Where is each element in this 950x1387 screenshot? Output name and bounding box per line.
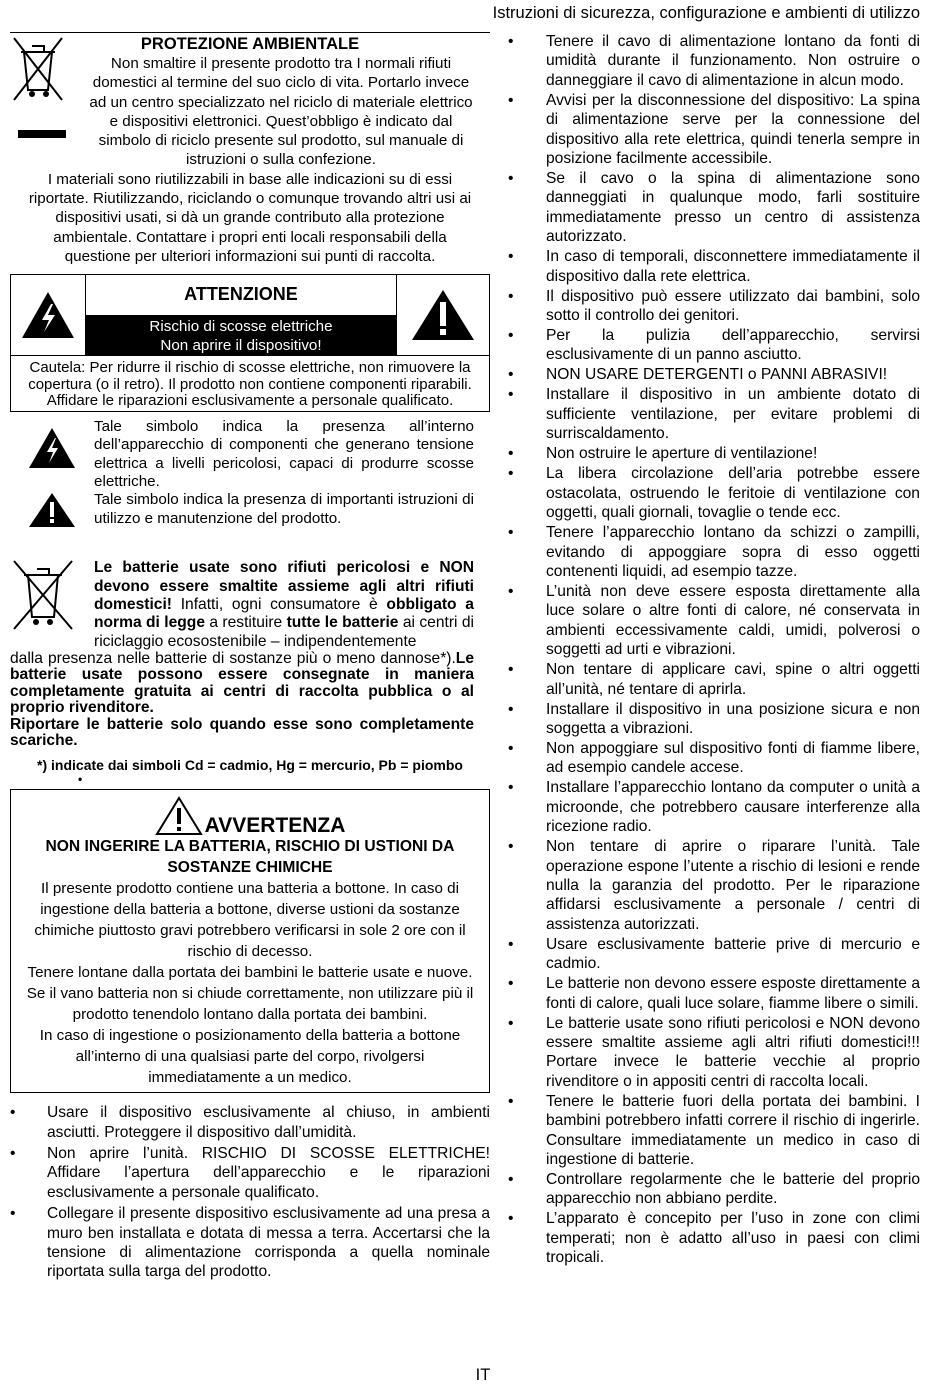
bullet: • (508, 779, 514, 797)
list-item-text: Usare esclusivamente batterie prive di mercurio e cadmio. (546, 935, 920, 973)
attention-line-1: Rischio di scosse elettriche (149, 318, 333, 336)
bullet: • (10, 1104, 16, 1122)
list-item-text: Controllare regolarmente che le batterie del proprio apparecchio non abbiano perdite. (546, 1171, 920, 1208)
list-item (508, 32, 920, 90)
bullet: • (508, 1014, 514, 1032)
bullet: • (508, 739, 514, 757)
list-item (508, 582, 920, 660)
list-item (508, 778, 920, 836)
lightning-warning-icon (27, 426, 77, 470)
env-line: domestici al termine del suo ciclo di vita. Portarlo invece (92, 74, 470, 92)
exclamation-warning-icon (396, 275, 489, 355)
battery-text: a restituire (205, 614, 287, 632)
bullet: • (508, 386, 514, 404)
list-item-text: Installare il dispositivo in una posizione sicura e non soggetta a vibrazioni. (546, 700, 920, 737)
list-item (508, 660, 920, 699)
crossed-bin-icon (12, 34, 64, 104)
list-item-text: Il dispositivo può essere utilizzato dai bambini, solo sotto il controllo dei genitori. (546, 287, 920, 325)
list-item (508, 523, 920, 581)
warning-subtitle: NON INGERIRE LA BATTERIA, RISCHIO DI USTIONI DA SOSTANZE CHIMICHE (45, 838, 455, 877)
bullet: • (508, 838, 514, 856)
battery-obligation: obbligato a norma di legge (94, 595, 474, 632)
left-column (10, 32, 490, 1284)
caution-text: Cautela: Per ridurre il rischio di scosse elettriche, non rimuovere la copertura (o il retro). Il prodotto non contiene componenti riparabili. Affidare le riparazioni esclusivamente a personale qualificato. (28, 359, 472, 409)
bullet: • (10, 1205, 16, 1223)
bolt-symbol-text: Tale simbolo indica la presenza all’interno dell’apparecchio di componenti che generano tensione elettrica a livelli pericolosi, capaci di produrre scosse elettriche. (94, 418, 474, 491)
list-item-text: Collegare il presente dispositivo esclusivamente ad una presa a muro ben installata e dotata di messa a terra. Accertarsi che la tensione di alimentazione corrisponda a quella nominale riportata sulla targa del prodotto. (47, 1205, 490, 1281)
bolt-symbol-row (10, 418, 490, 491)
attention-line-2: Non aprire il dispositivo! (160, 337, 322, 355)
environment-title: PROTEZIONE AMBIENTALE (10, 32, 490, 54)
list-item (508, 464, 920, 522)
right-column (508, 32, 920, 1268)
environment-section (10, 32, 490, 266)
env-line: e dispositivi elettronici. Quest’obbligo è indicato dal (109, 112, 453, 130)
battery-text: dalla presenza nelle batterie di sostanze più o meno dannose*). (10, 649, 456, 667)
list-item (508, 247, 920, 286)
page-footer: IT (475, 1365, 491, 1384)
bullet: • (508, 661, 514, 679)
battery-paragraph (94, 559, 490, 650)
list-item-text: Non ostruire le aperture di ventilazione! (546, 445, 818, 463)
env-line: Non smaltire il presente prodotto tra I normali rifiuti (110, 55, 452, 72)
env-line: dispositivi usati, si dà un grande contributo alla protezione (55, 209, 445, 227)
list-item-text: La libera circolazione dell’aria potrebbe essere ostacolata, ostruendo le feritoie di ventilazione con oggetti, quali giornali, tovaglie o tende ecc. (546, 465, 920, 522)
lightning-warning-icon (11, 275, 86, 355)
right-bullet-list (508, 32, 920, 1268)
list-item-text: Non appoggiare sul dispositivo fonti di fiamme libere, ad esempio candele accese. (546, 739, 920, 777)
battery-warning-bold: Le batterie usate sono rifiuti pericolosi e NON devono essere smaltite assieme agli altri rifiuti domestici! (94, 559, 474, 613)
bullet: • (508, 700, 514, 718)
bullet: • (508, 1210, 514, 1228)
warning-box (10, 789, 490, 1093)
warning-paragraph: Tenere lontane dalla portata dei bambini le batterie usate e nuove. Se il vano batteria non si chiude correttamente, non utilizzare più il prodotto tenendolo lontano dalla portata dei bambini. (26, 964, 474, 1024)
list-item (508, 1170, 920, 1209)
battery-paragraph-2 (10, 651, 490, 717)
list-item-text: Per la pulizia dell’apparecchio, servirsi esclusivamente di un panno asciutto. (546, 327, 920, 364)
battery-collection-bold: Le batterie usate possono essere consegnate in maniera completamente gratuita ai centri di raccolta pubblica o al proprio rivenditore. (10, 649, 474, 717)
stray-bullet: • (78, 772, 83, 787)
list-item (508, 1092, 920, 1170)
bullet: • (508, 91, 514, 109)
bullet: • (508, 1092, 514, 1110)
list-item-text: In caso di temporali, disconnettere immediatamente il dispositivo dalla rete elettrica. (546, 248, 920, 285)
list-item (508, 837, 920, 934)
list-item-text: Avvisi per la disconnessione del dispositivo: La spina di alimentazione serve per la connessione del dispositivo alla rete elettrica, quindi tenerla sempre in posizione facilmente accessibile. (546, 91, 920, 168)
list-item-text: Installare l’apparecchio lontano da computer o unità a microonde, che potrebbero causare interferenze alla ricezione radio. (546, 779, 920, 836)
attention-title: ATTENZIONE (184, 284, 298, 305)
battery-footnote: *) indicate dai simboli Cd = cadmio, Hg = mercurio, Pb = piombo (37, 756, 463, 773)
bullet: • (508, 935, 514, 953)
bullet: • (508, 170, 514, 188)
env-line: questione per ulteriori informazioni sui punti di raccolta. (64, 247, 436, 265)
warning-paragraph: Il presente prodotto contiene una batteria a bottone. In caso di ingestione della batteria a bottone, diverse ustioni da sostanze chimiche piuttosto gravi potrebbero verificarsi in sole 2 ore con il rischio di decesso. (34, 880, 466, 961)
env-line: istruzioni o sulla confezione. (186, 151, 376, 169)
list-item-text: Non tentare di applicare cavi, spine o altri oggetti all’unità, né tentare di aprirla. (546, 661, 920, 698)
list-item-text: Le batterie usate sono rifiuti pericolosi e NON devono essere smaltite assieme agli altri rifiuti domestici!!! Portare invece le batterie vecchie al proprio rivenditore o in appositi centri di raccolta locali. (546, 1014, 920, 1090)
list-item (508, 365, 920, 384)
list-item-text: L’unità non deve essere esposta direttamente alla luce solare o altre fonti di calore, né conservata in ambienti eccessivamente caldi, umidi, polverosi o soggetti ad urti e vibrazioni. (546, 582, 920, 659)
warning-paragraph: In caso di ingestione o posizionamento della batteria a bottone all’interno di una qualsiasi parte del corpo, rivolgersi immediatamente a un medico. (39, 1027, 461, 1087)
env-line: simbolo di riciclo presente sul prodotto, sul manuale di (98, 132, 464, 150)
list-item (508, 935, 920, 974)
list-item-text: Tenere l’apparecchio lontano da schizzi o zampilli, evitando di appoggiare sopra di esso oggetti contenenti liquidi, ad esempio tazze. (546, 524, 920, 580)
crossed-bin-icon (12, 559, 74, 631)
battery-discharged-note: Riportare le batterie solo quando esse sono completamente scariche. (10, 715, 474, 750)
env-line: ad un centro specializzato nel riciclo di materiale elettrico (89, 93, 473, 111)
exclamation-symbol-row (10, 491, 490, 529)
left-bullet-list (10, 1103, 490, 1282)
list-item-text: NON USARE DETERGENTI o PANNI ABRASIVI! (546, 366, 888, 384)
env-line: riportate. Riutilizzando, riciclando o comunque trovando altri usi ai (28, 190, 472, 208)
page-header: Istruzioni di sicurezza, configurazione e ambienti di utilizzo (492, 4, 920, 22)
list-item (508, 385, 920, 443)
list-item (508, 287, 920, 326)
bullet: • (508, 33, 514, 50)
bullet: • (508, 248, 514, 266)
exclamation-outline-icon (155, 796, 203, 836)
bullet: • (10, 1144, 16, 1162)
env-line: I materiali sono riutilizzabili in base alle indicazioni su di essi (47, 170, 453, 188)
separate-collection-bar (18, 130, 66, 138)
list-item-text: Installare il dispositivo in un ambiente dotato di sufficiente ventilazione, per evitare problemi di surriscaldamento. (546, 386, 920, 443)
list-item (10, 1103, 490, 1142)
bullet: • (508, 327, 514, 345)
exclamation-warning-icon (27, 491, 77, 529)
bullet: • (508, 975, 514, 993)
list-item-text: Le batterie non devono essere esposte direttamente a fonti di calore, quali luce solare, fiamme libere o simili. (546, 975, 920, 1012)
env-line: ambientale. Contattare i propri enti locali responsabili della (53, 228, 447, 246)
list-item-text: Tenere il cavo di alimentazione lontano da fonti di umidità durante il funzionamento. Non ostruire o danneggiare il cavo di alimentazione in alcun modo. (546, 33, 920, 89)
list-item (508, 169, 920, 247)
list-item-text: Non tentare di aprire o riparare l’unità. Tale operazione espone l’utente a rischio di lesioni e rende nulla la garanzia del prodotto. Per le riparazione affidarsi esclusivamente a personale / centri di assistenza autorizzati. (546, 838, 920, 933)
battery-text: Infatti, ogni consumatore è (171, 595, 387, 613)
battery-all: tutte le batterie (286, 614, 399, 632)
list-item (10, 1204, 490, 1282)
list-item (508, 444, 920, 463)
battery-disposal-section (10, 559, 490, 787)
list-item (508, 974, 920, 1013)
exclamation-symbol-text: Tale simbolo indica la presenza di importanti istruzioni di utilizzo e manutenzione del prodotto. (94, 491, 474, 527)
list-item (508, 1209, 920, 1267)
list-item-text: Usare il dispositivo esclusivamente al chiuso, in ambienti asciutti. Proteggere il dispositivo dall’umidità. (47, 1104, 490, 1141)
list-item-text: L’apparato è concepito per l’uso in zone con climi temperati; non è adatto all’uso in paesi con climi tropicali. (546, 1210, 920, 1267)
bullet: • (508, 287, 514, 305)
bullet: • (508, 524, 514, 542)
bullet: • (508, 445, 514, 463)
list-item (508, 91, 920, 169)
list-item (508, 700, 920, 739)
list-item-text: Non aprire l’unità. RISCHIO DI SCOSSE ELETTRICHE! Affidare l’apertura dell’apparecchio e le riparazioni esclusivamente a personale qualificato. (47, 1144, 490, 1201)
list-item (508, 1014, 920, 1092)
bullet: • (508, 366, 514, 384)
list-item (508, 739, 920, 778)
attention-banner (86, 315, 396, 355)
list-item-text: Tenere le batterie fuori della portata dei bambini. I bambini potrebbero infatti correre il rischio di ingerirle. Consultare immediatamente un medico in caso di ingestione di batterie. (546, 1092, 920, 1169)
warning-title: AVVERTENZA (204, 814, 346, 838)
list-item (10, 1144, 490, 1202)
bullet: • (508, 582, 514, 600)
bullet: • (508, 1171, 514, 1189)
list-item (508, 326, 920, 365)
bullet: • (508, 465, 514, 483)
attention-box (10, 274, 490, 412)
list-item-text: Se il cavo o la spina di alimentazione sono danneggiati in qualunque modo, farli sostituire immediatamente presso un centro di assistenza autorizzato. (546, 170, 920, 246)
battery-text: ai centri di riciclaggio ecosostenibile – indipendentemente (94, 614, 474, 650)
